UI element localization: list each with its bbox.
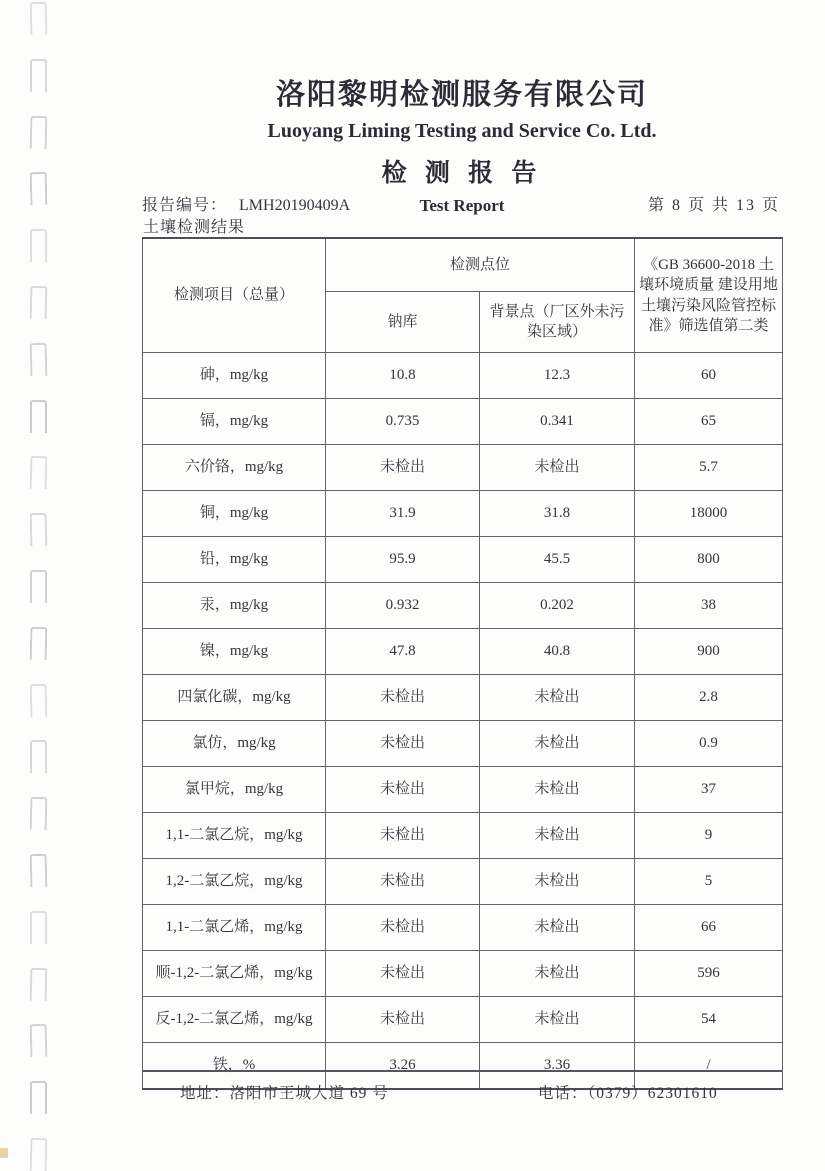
analyte-cell: 铅，mg/kg (143, 537, 326, 583)
table-row (143, 767, 783, 813)
value-cell-point2: 未检出 (480, 767, 635, 813)
value-cell-standard: 596 (635, 951, 783, 997)
value-cell-point2: 45.5 (480, 537, 635, 583)
footer-phone-value: （0379）62301610 (587, 1085, 718, 1102)
value-cell-point2: 未检出 (480, 997, 635, 1043)
table-row (143, 445, 783, 491)
analyte-cell: 四氯化碳，mg/kg (143, 675, 326, 721)
binding-hole-mark (30, 1081, 47, 1114)
binding-hole-mark (30, 683, 48, 716)
value-cell-point2: 未检出 (480, 905, 635, 951)
value-cell-point2: 未检出 (480, 721, 635, 767)
value-cell-point1: 95.9 (326, 537, 480, 583)
value-cell-point1: 未检出 (326, 859, 480, 905)
binding-hole-mark (30, 172, 48, 205)
binding-hole-mark (30, 967, 48, 1000)
binding-hole-mark (30, 1024, 48, 1057)
value-cell-point2: 未检出 (480, 859, 635, 905)
value-cell-standard: 65 (635, 399, 783, 445)
column-header-points: 检测点位 (326, 238, 635, 292)
meta-row (142, 192, 782, 215)
table-row (143, 491, 783, 537)
value-cell-point2: 0.202 (480, 583, 635, 629)
value-cell-point2: 未检出 (480, 951, 635, 997)
column-header-item: 检测项目（总量） (143, 238, 326, 353)
binding-hole-mark (30, 456, 48, 489)
value-cell-point1: 47.8 (326, 629, 480, 675)
analyte-cell: 1,2-二氯乙烷，mg/kg (143, 859, 326, 905)
value-cell-point1: 未检出 (326, 951, 480, 997)
binding-hole-mark (30, 2, 48, 35)
value-cell-point1: 3.26 (326, 1043, 480, 1090)
value-cell-point1: 未检出 (326, 905, 480, 951)
footer-address (180, 1081, 389, 1103)
soil-results-table (142, 237, 783, 1090)
footer-address-label: 地址： (180, 1085, 230, 1102)
analyte-cell: 铁，% (143, 1043, 326, 1090)
analyte-cell: 汞，mg/kg (143, 583, 326, 629)
value-cell-point2: 31.8 (480, 491, 635, 537)
value-cell-standard: 18000 (635, 491, 783, 537)
value-cell-point2: 40.8 (480, 629, 635, 675)
results-body (143, 353, 783, 1090)
binding-hole-mark (30, 59, 47, 92)
report-number (142, 192, 350, 215)
column-header-standard: 《GB 36600-2018 土壤环境质量 建设用地土壤污染风险管控标准》筛选值第二类 (635, 238, 783, 353)
value-cell-point2: 未检出 (480, 813, 635, 859)
table-row (143, 813, 783, 859)
value-cell-standard: 38 (635, 583, 783, 629)
value-cell-point2: 0.341 (480, 399, 635, 445)
footer-address-value: 洛阳市王城大道 69 号 (229, 1085, 389, 1102)
value-cell-standard: 800 (635, 537, 783, 583)
value-cell-standard: 5 (635, 859, 783, 905)
report-number-label: 报告编号： (142, 197, 228, 214)
table-row (143, 583, 783, 629)
value-cell-standard: 0.9 (635, 721, 783, 767)
binding-hole-mark (30, 229, 47, 262)
footer-phone-label: 电话： (538, 1085, 588, 1102)
value-cell-point1: 未检出 (326, 675, 480, 721)
table-row (143, 629, 783, 675)
column-header-point2: 背景点（厂区外未污染区域） (480, 292, 635, 353)
value-cell-point1: 未检出 (326, 813, 480, 859)
value-cell-point2: 12.3 (480, 353, 635, 399)
scan-artifact (0, 1148, 8, 1158)
value-cell-point1: 0.735 (326, 399, 480, 445)
table-row (143, 537, 783, 583)
report-title-en: Test Report (419, 196, 505, 215)
table-row (143, 951, 783, 997)
binding-hole-mark (30, 854, 48, 887)
value-cell-standard: 2.8 (635, 675, 783, 721)
value-cell-standard: 54 (635, 997, 783, 1043)
binding-strip (30, 0, 50, 1166)
value-cell-point1: 未检出 (326, 997, 480, 1043)
value-cell-point2: 未检出 (480, 675, 635, 721)
page-indicator: 第 8 页 共 13 页 (647, 197, 780, 214)
binding-hole-mark (30, 740, 47, 773)
company-name-cn: 洛阳黎明检测服务有限公司 (275, 79, 648, 111)
value-cell-point1: 未检出 (326, 445, 480, 491)
value-cell-point1: 0.932 (326, 583, 480, 629)
binding-hole-mark (30, 570, 47, 603)
value-cell-standard: 9 (635, 813, 783, 859)
table-head (143, 238, 783, 353)
analyte-cell: 铜，mg/kg (143, 491, 326, 537)
analyte-cell: 镍，mg/kg (143, 629, 326, 675)
report-number-value: LMH20190409A (239, 197, 351, 214)
analyte-cell: 氯仿，mg/kg (143, 721, 326, 767)
analyte-cell: 砷，mg/kg (143, 353, 326, 399)
value-cell-standard: / (635, 1043, 783, 1090)
analyte-cell: 镉，mg/kg (143, 399, 326, 445)
value-cell-point2: 3.36 (480, 1043, 635, 1090)
binding-hole-mark (30, 911, 47, 944)
binding-hole-mark (30, 286, 48, 319)
table-row (143, 353, 783, 399)
analyte-cell: 反-1,2-二氯乙烯，mg/kg (143, 997, 326, 1043)
page-footer (142, 1070, 782, 1112)
binding-hole-mark (30, 1138, 48, 1171)
report-title-cn: 检 测 报 告 (381, 160, 543, 187)
table-row (143, 859, 783, 905)
value-cell-standard: 60 (635, 353, 783, 399)
table-row (143, 675, 783, 721)
analyte-cell: 六价铬，mg/kg (143, 445, 326, 491)
table-row (143, 997, 783, 1043)
value-cell-point1: 未检出 (326, 721, 480, 767)
table-row (143, 905, 783, 951)
value-cell-point1: 10.8 (326, 353, 480, 399)
binding-hole-mark (30, 115, 48, 148)
binding-hole-mark (30, 400, 47, 433)
analyte-cell: 氯甲烷，mg/kg (143, 767, 326, 813)
value-cell-point1: 31.9 (326, 491, 480, 537)
value-cell-point2: 未检出 (480, 445, 635, 491)
table-row (143, 721, 783, 767)
column-header-point1: 钠库 (326, 292, 480, 353)
footer-phone (538, 1081, 718, 1103)
company-name-en: Luoyang Liming Testing and Service Co. Ltd. (267, 120, 657, 142)
value-cell-point1: 未检出 (326, 767, 480, 813)
binding-hole-mark (30, 627, 48, 660)
value-cell-standard: 900 (635, 629, 783, 675)
binding-hole-mark (30, 343, 48, 376)
section-title: 土壤检测结果 (143, 219, 246, 236)
analyte-cell: 1,1-二氯乙烯，mg/kg (143, 905, 326, 951)
value-cell-standard: 37 (635, 767, 783, 813)
value-cell-standard: 66 (635, 905, 783, 951)
table-row (143, 399, 783, 445)
analyte-cell: 顺-1,2-二氯乙烯，mg/kg (143, 951, 326, 997)
analyte-cell: 1,1-二氯乙烷，mg/kg (143, 813, 326, 859)
value-cell-standard: 5.7 (635, 445, 783, 491)
binding-hole-mark (30, 513, 48, 546)
binding-hole-mark (30, 797, 48, 830)
